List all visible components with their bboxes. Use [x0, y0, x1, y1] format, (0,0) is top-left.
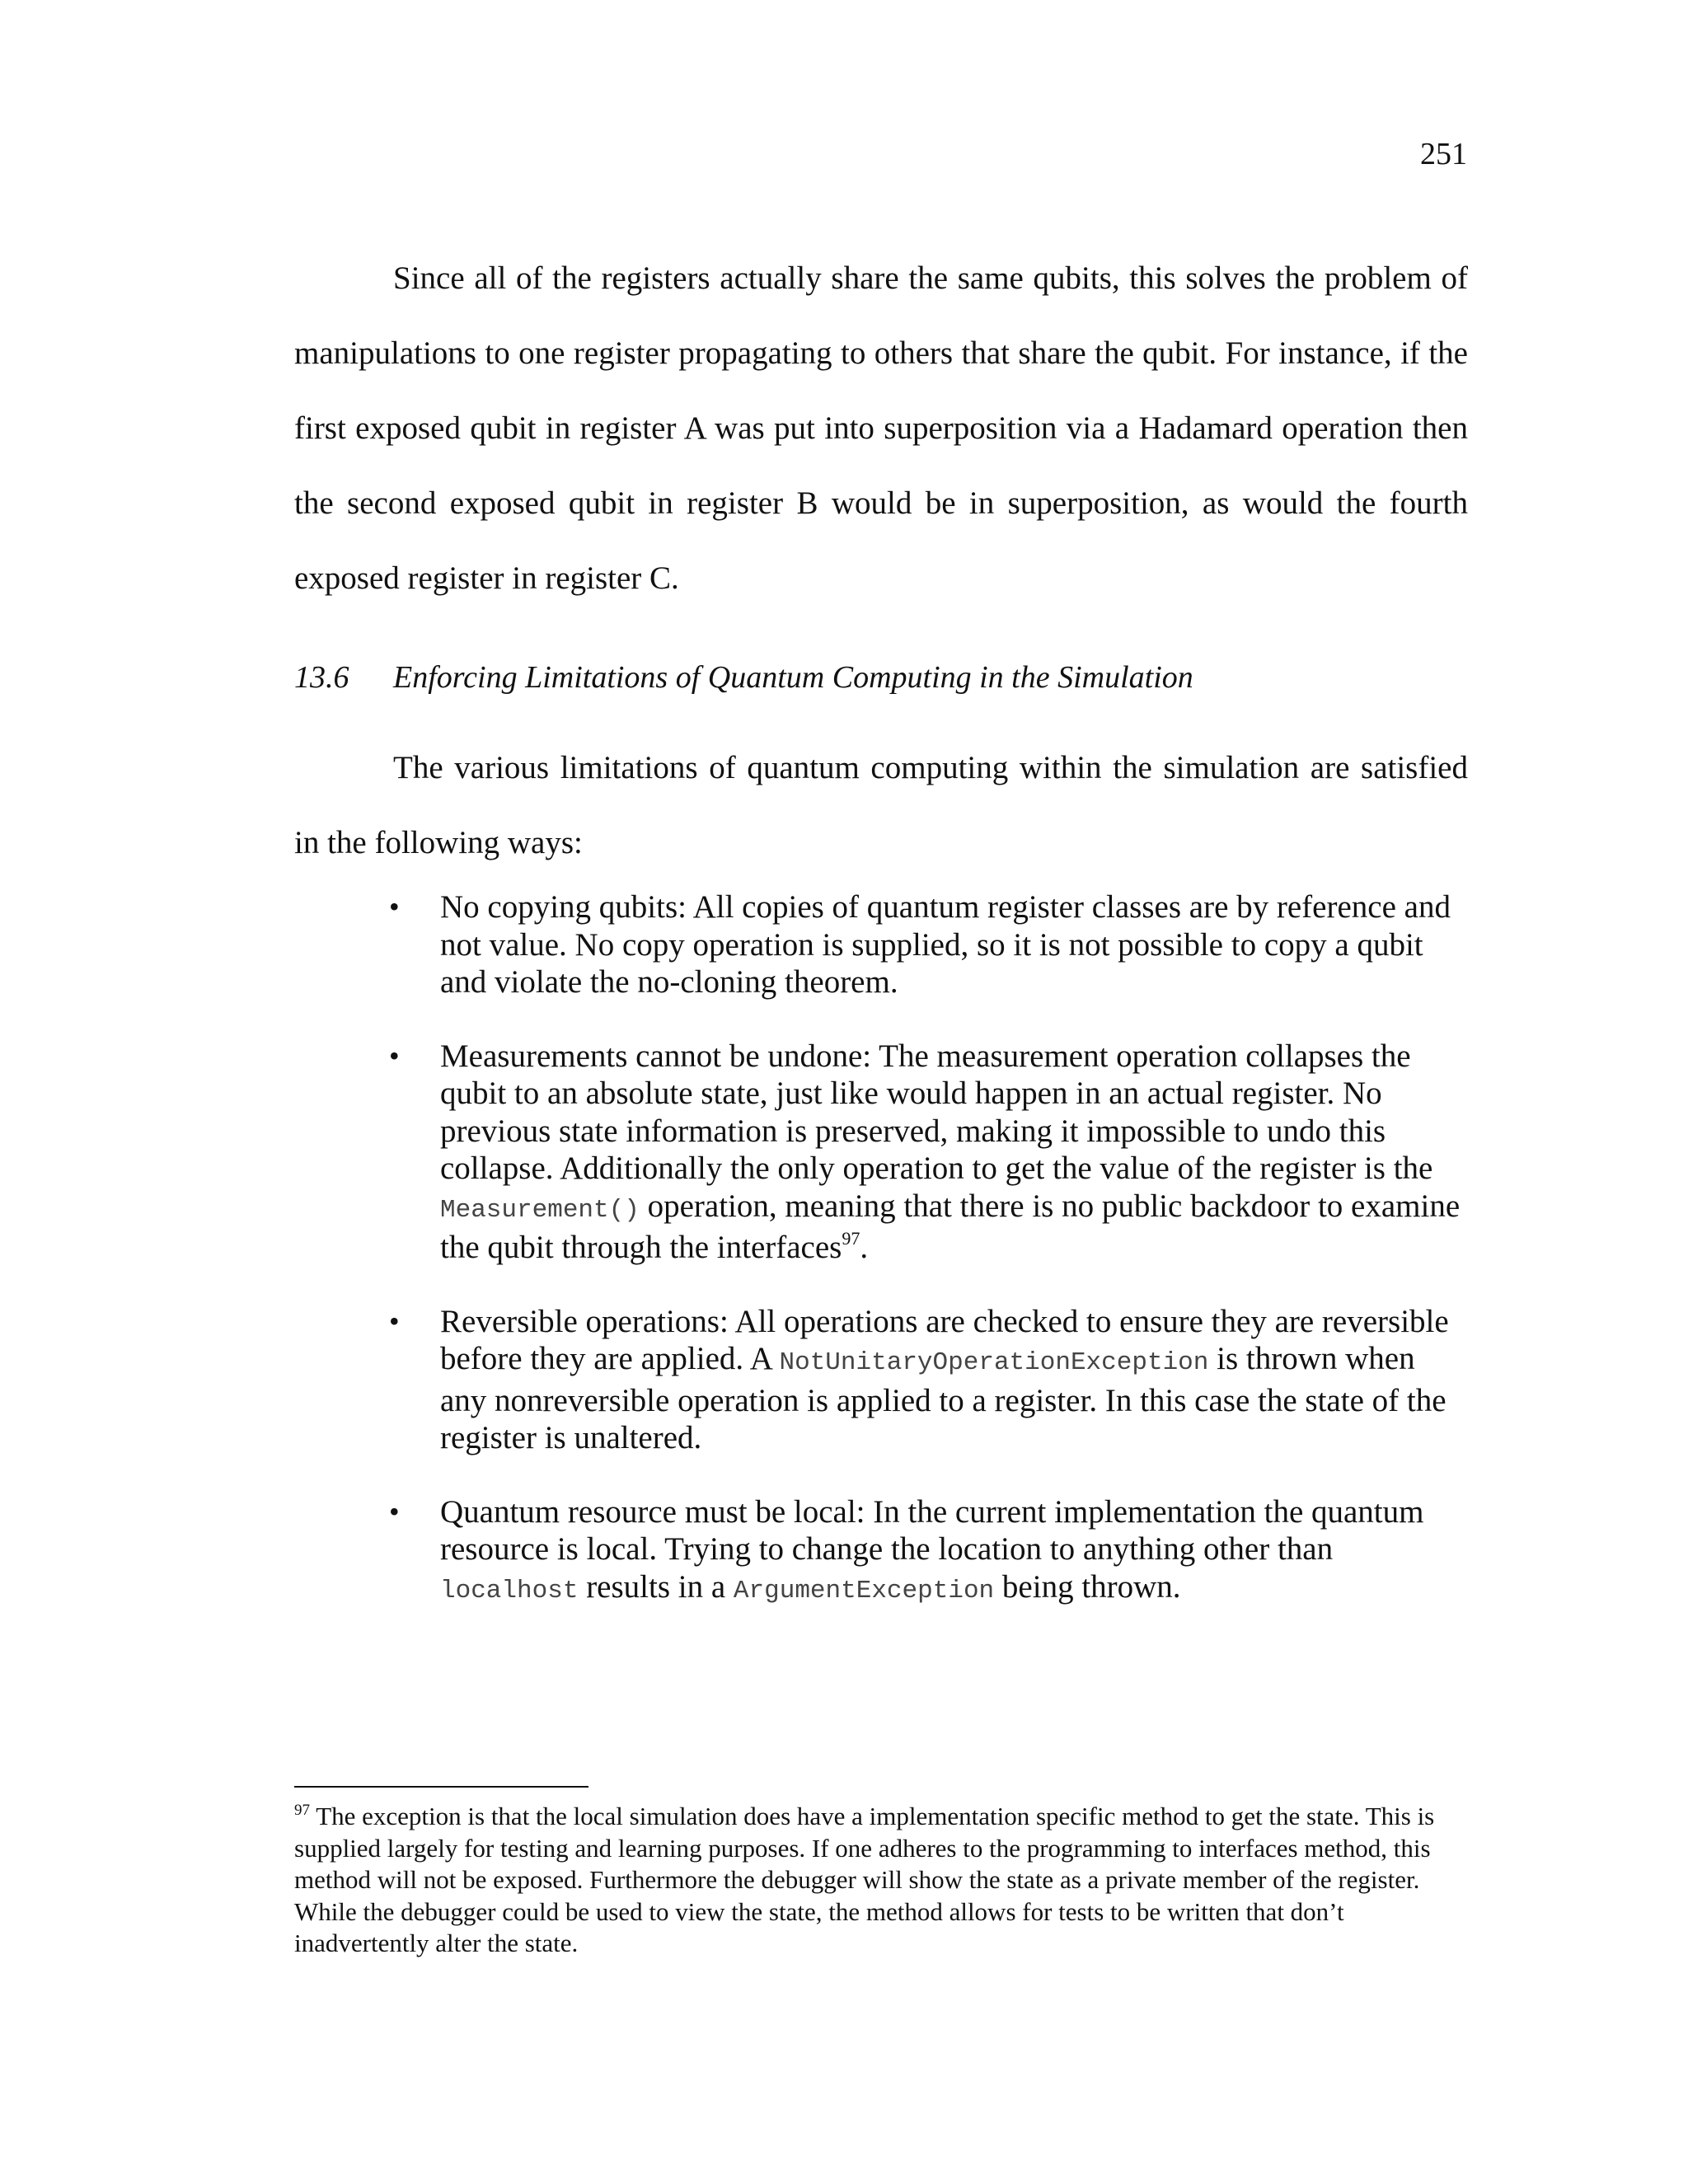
- list-item: [387, 1038, 1469, 1267]
- section-heading: [294, 659, 1468, 697]
- code-inline: localhost: [440, 1576, 579, 1605]
- bullet-icon: •: [389, 890, 400, 923]
- list-item-text: operation, meaning that there is no public backdoor to examine the qubit through the interfaces: [440, 1188, 1461, 1265]
- footnote-separator: [294, 1786, 588, 1788]
- page-number: 251: [1420, 137, 1467, 171]
- list-item-text: No copying qubits: All copies of quantum register classes are by reference and not value. No copy operation is supplied, so it is not possible to copy a qubit and violate the no-cloning theorem.: [440, 889, 1451, 1000]
- footnote-ref: 97: [842, 1228, 860, 1249]
- list-item-text: results in a: [578, 1568, 734, 1605]
- list-item-text: .: [860, 1230, 869, 1265]
- list-item: [387, 1493, 1469, 1610]
- code-inline: Measurement(): [440, 1195, 640, 1225]
- footnote-text: The exception is that the local simulation does have a implementation specific method to get the state. This is supplied largely for testing and learning purposes. If one adheres to the programming to interfaces method, this method will not be exposed. Furthermore the debugger will show the state as a private member of the register. While the debugger could be used to view the state, the method allows for tests to be written that don’t inadvertently alter the state.: [294, 1802, 1435, 1957]
- section-number: 13.6: [294, 660, 349, 695]
- list-item: [387, 888, 1469, 1001]
- list-item: [387, 1303, 1469, 1457]
- limitations-list: [387, 888, 1469, 1646]
- body-paragraph: Since all of the registers actually share the same qubits, this solves the problem of manipulations to one register propagating to others that share the qubit. For instance, if the first exposed qubit in register A was put into superposition via a Hadamard operation then the second exposed qubit in register B would be in superposition, as would the fourth exposed register in register C.: [294, 260, 1468, 596]
- list-item-text: is thrown when any nonreversible operation is applied to a register. In this case the state of the register is unaltered.: [440, 1341, 1447, 1455]
- bullet-icon: •: [389, 1038, 400, 1072]
- bullet-icon: •: [389, 1494, 400, 1528]
- list-item-text: Quantum resource must be local: In the current implementation the quantum resource is local. Trying to change the location to anything other than: [440, 1493, 1424, 1567]
- section-title: Enforcing Limitations of Quantum Computing in the Simulation: [393, 660, 1193, 695]
- list-item-text: Measurements cannot be undone: The measurement operation collapses the qubit to an absolute state, just like would happen in an actual register. No previous state information is preserved, making it impossible to undo this collapse. Additionally the only operation to get the value of the register is the: [440, 1038, 1433, 1186]
- list-item-text: being thrown.: [994, 1568, 1181, 1605]
- list-item-text: Reversible operations: All operations are checked to ensure they are reversible before they are applied. A: [440, 1303, 1449, 1376]
- body-paragraph: The various limitations of quantum computing within the simulation are satisfied in the following ways:: [294, 750, 1468, 860]
- bullet-icon: •: [389, 1304, 400, 1338]
- footnote: [294, 1801, 1468, 1960]
- footnote-number: 97: [294, 1802, 310, 1819]
- code-inline: NotUnitaryOperationException: [779, 1348, 1209, 1377]
- code-inline: ArgumentException: [733, 1576, 995, 1605]
